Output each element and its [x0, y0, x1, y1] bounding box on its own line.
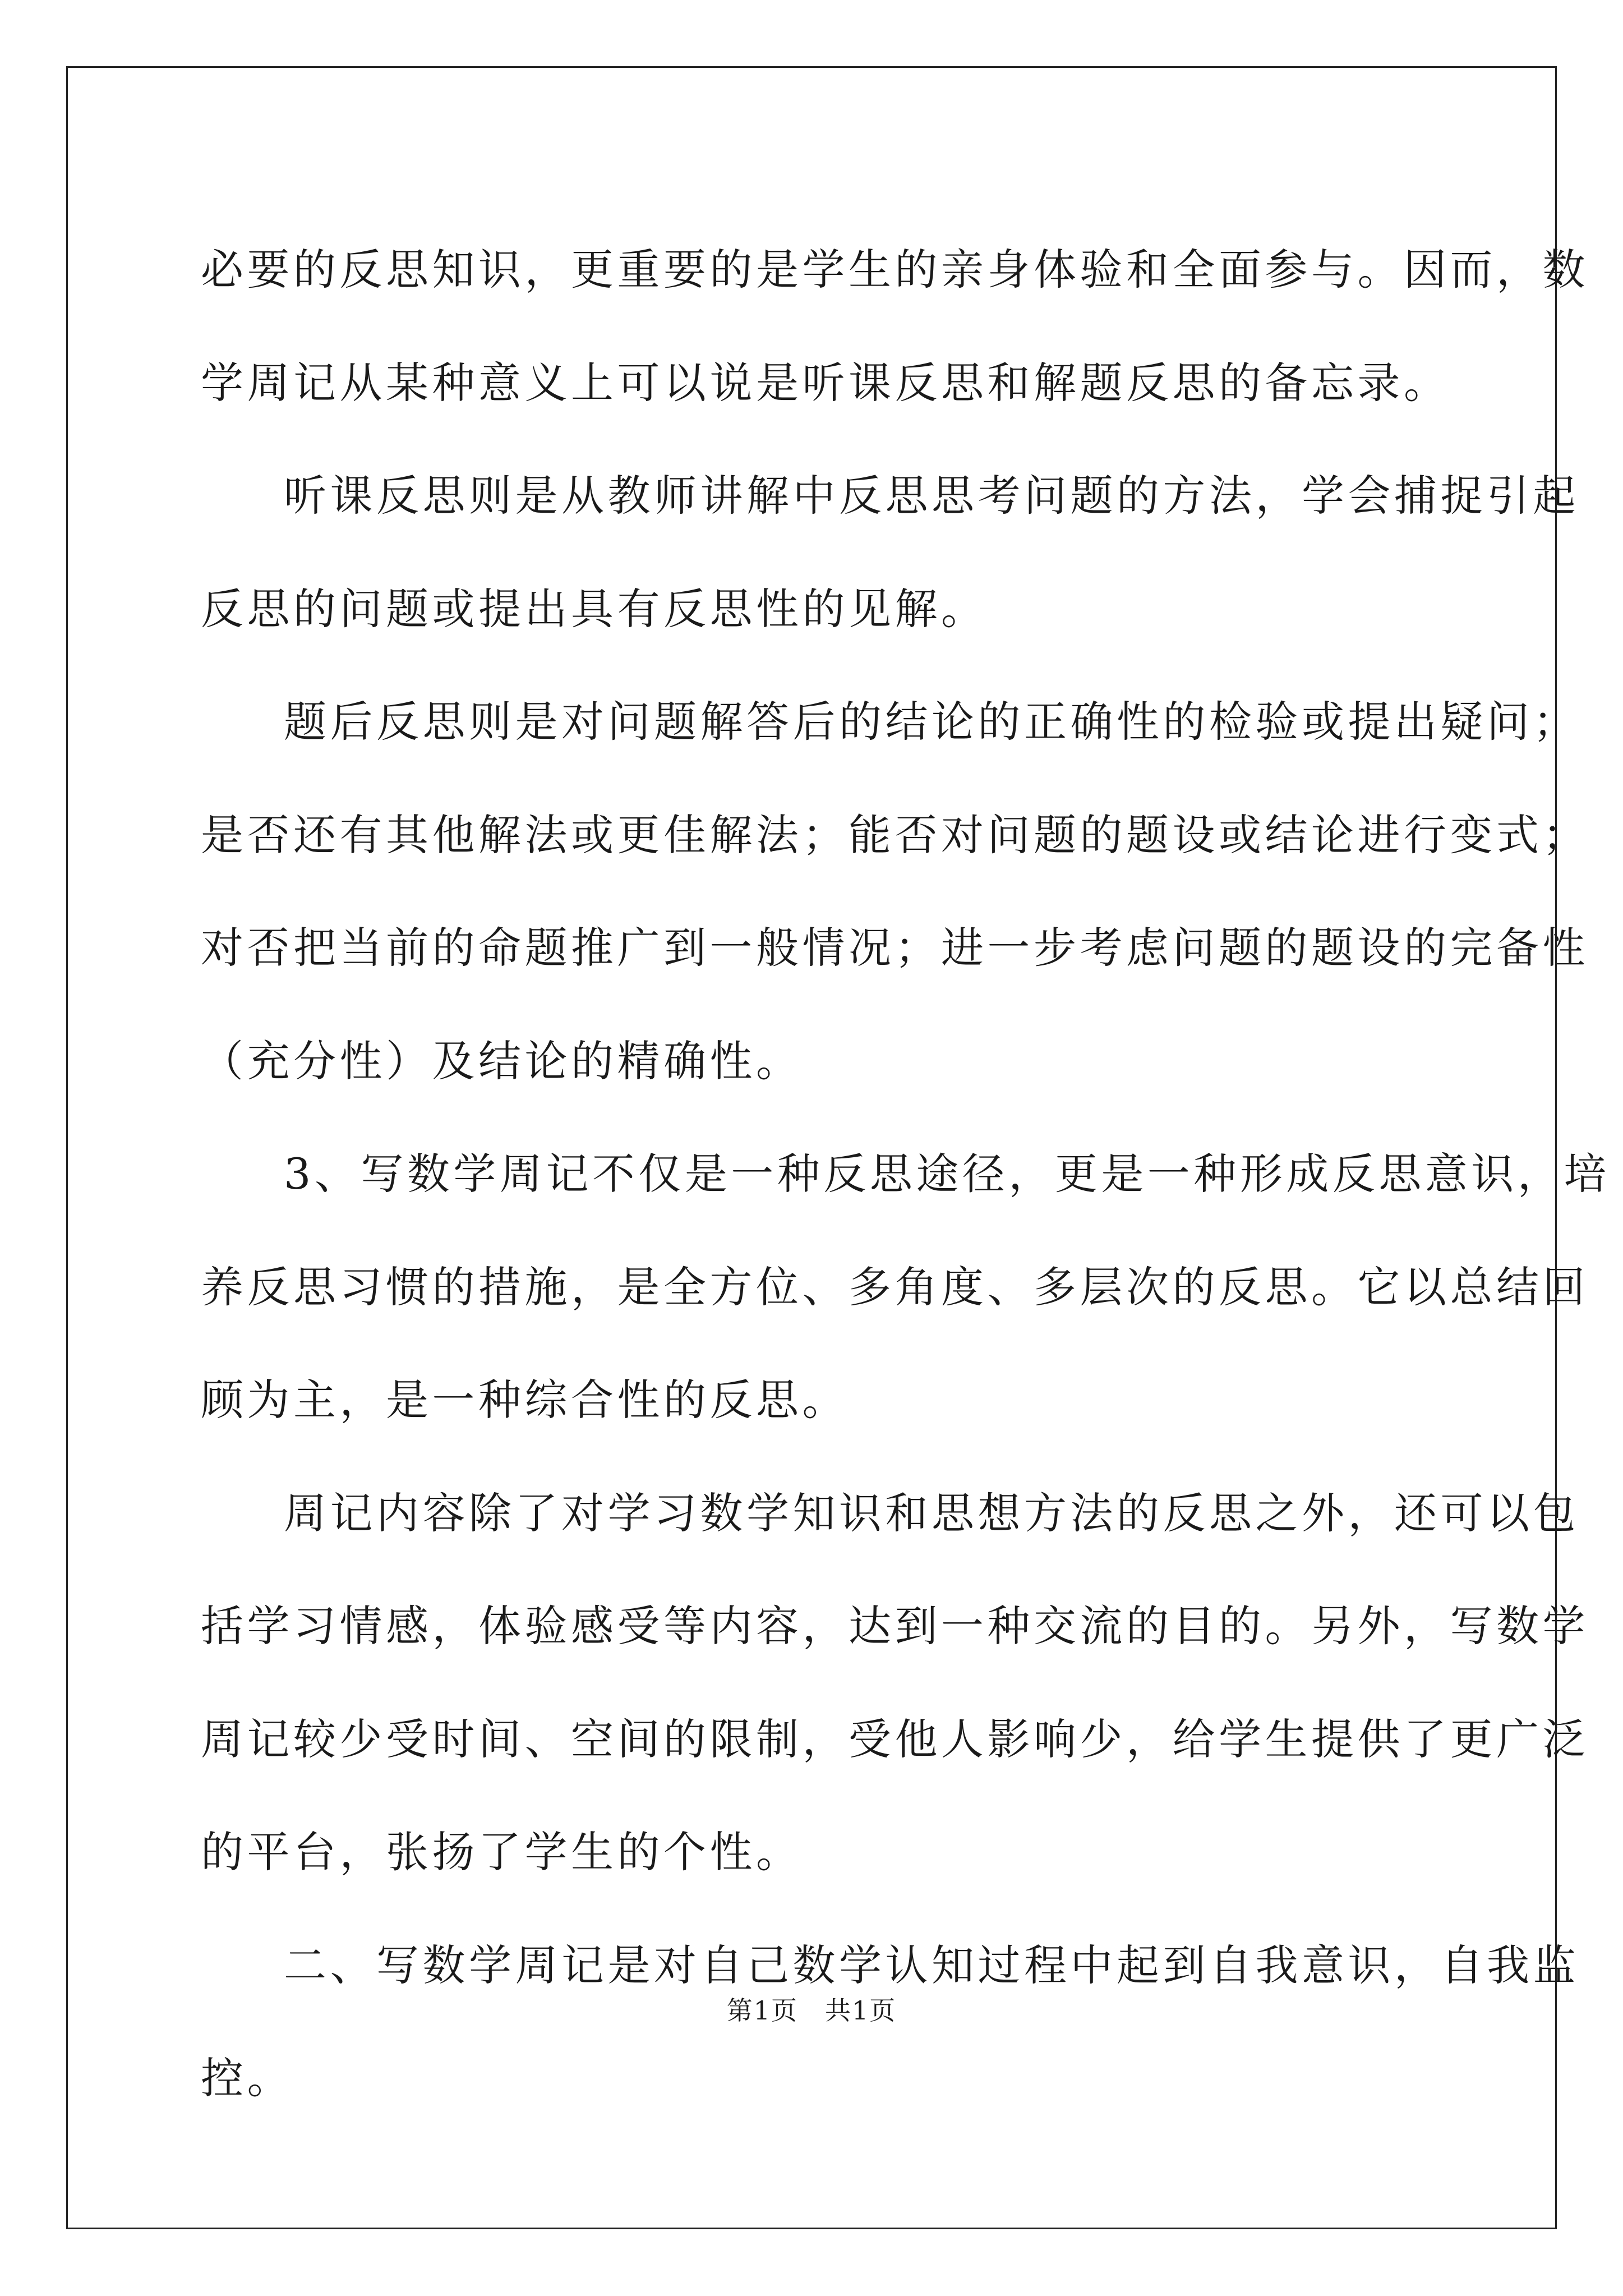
text-line: 是否还有其他解法或更佳解法；能否对问题的题设或结论进行变式；	[201, 809, 1589, 860]
paragraph-start-line: 3、写数学周记不仅是一种反思途径，更是一种形成反思意识，培	[284, 1149, 1610, 1199]
document-body	[201, 213, 1610, 2135]
paragraph-start-line: 听课反思则是从教师讲解中反思思考问题的方法，学会捕捉引起	[284, 471, 1579, 521]
text-line: 对否把当前的命题推广到一般情况；进一步考虑问题的题设的完备性	[201, 923, 1589, 973]
text-line: 养反思习惯的措施，是全方位、多角度、多层次的反思。它以总结回	[201, 1262, 1589, 1312]
page-number-footer: 第1页 共1页	[726, 1995, 897, 2026]
text-line: （充分性）及结论的精确性。	[201, 1036, 803, 1086]
paragraph-start-line: 二、写数学周记是对自己数学认知过程中起到自我意识，自我监	[284, 1940, 1579, 1990]
paragraph-start-line: 周记内容除了对学习数学知识和思想方法的反思之外，还可以包	[284, 1488, 1579, 1538]
text-line: 括学习情感，体验感受等内容，达到一种交流的目的。另外，写数学	[201, 1601, 1589, 1651]
text-line: 学周记从某种意义上可以说是听课反思和解题反思的备忘录。	[201, 357, 1450, 408]
text-line: 必要的反思知识，更重要的是学生的亲身体验和全面参与。因而，数	[201, 245, 1589, 295]
text-line: 的平台，张扬了学生的个性。	[201, 1827, 803, 1877]
paragraph-start-line: 题后反思则是对问题解答后的结论的正确性的检验或提出疑问；	[284, 697, 1579, 747]
text-line: 控。	[201, 2053, 293, 2103]
text-line: 反思的问题或提出具有反思性的见解。	[201, 583, 988, 634]
text-line: 顾为主，是一种综合性的反思。	[201, 1375, 849, 1425]
text-line: 周记较少受时间、空间的限制，受他人影响少，给学生提供了更广泛	[201, 1714, 1589, 1764]
